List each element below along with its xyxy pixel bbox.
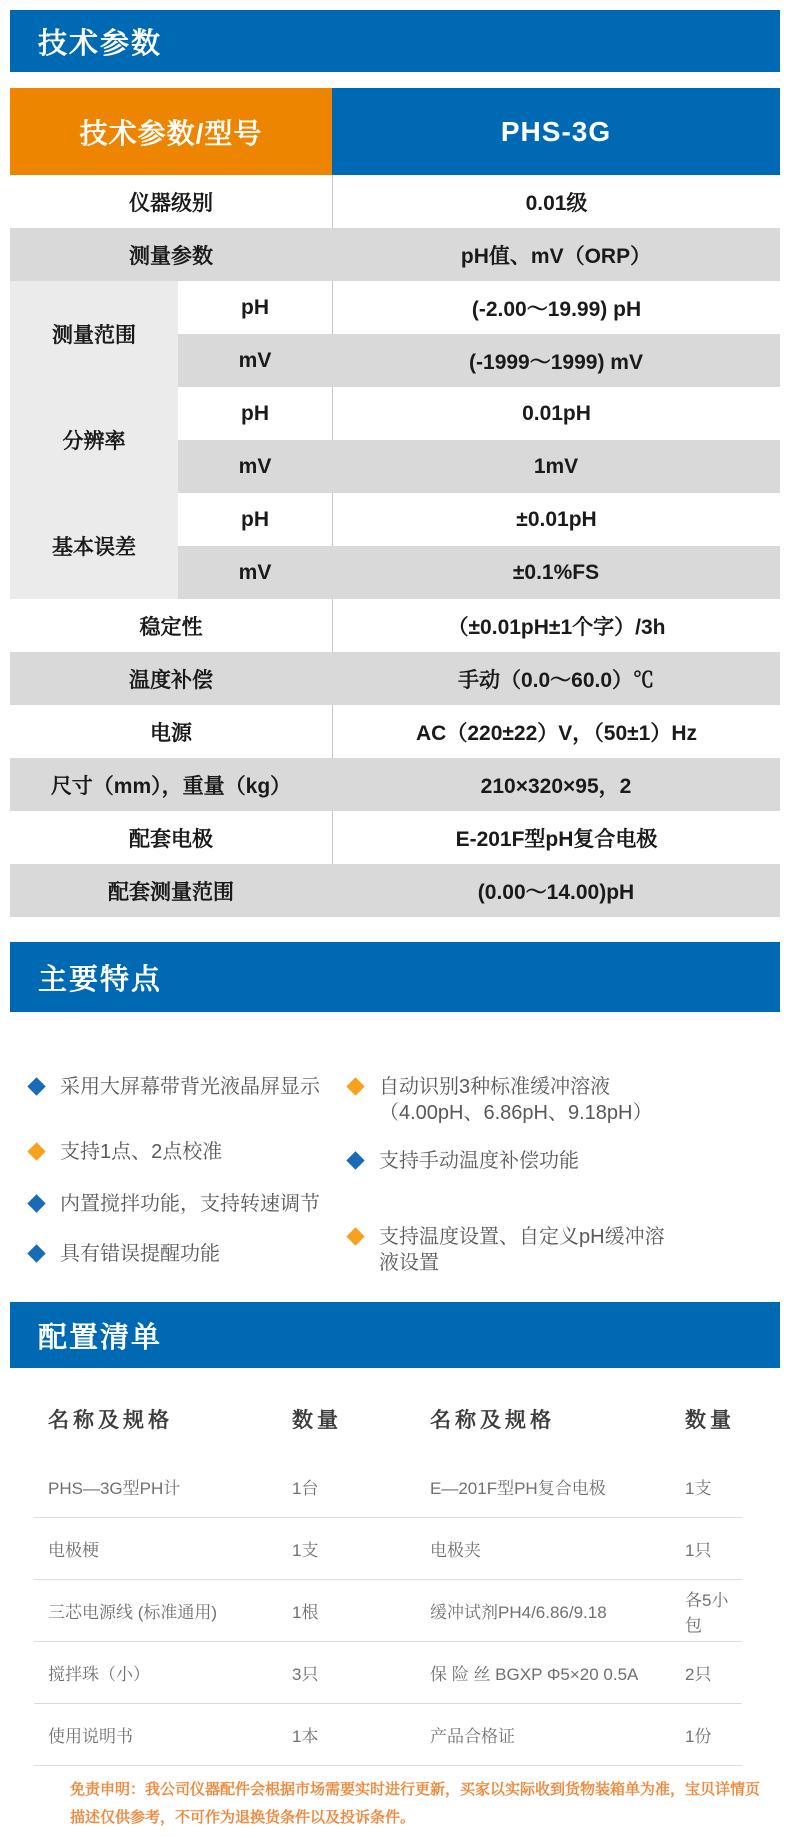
diamond-bullet-icon [27,1194,45,1212]
spec-table [10,88,780,917]
spec-row-electrode-range [10,864,780,917]
spec-row-electrode [10,811,780,864]
config-item-name: PHS—3G型PH计 [48,1479,181,1498]
spec-value: ±0.1%FS [512,560,600,584]
config-item-qty: 1本 [292,1727,319,1746]
config-item-qty: 各5小包 [685,1590,729,1635]
spec-row-instrument-grade [10,175,780,228]
feature-item [28,1139,343,1165]
spec-sub-param: mV [238,454,272,478]
disclaimer-text: 免责申明：我公司仪器配件会根据市场需要实时进行更新，买家以实际收到货物装箱单为准，宝贝详情页描述仅供参考，不可作为退换货条件以及投诉条件。 [70,1781,761,1826]
spec-label: 稳定性 [139,615,203,639]
feature-text: 具有错误提醒功能 [60,1243,220,1265]
spec-subrow-ph [178,281,780,334]
spec-label: 电源 [150,721,192,745]
diamond-bullet-icon [27,1142,45,1160]
config-item-qty: 1支 [292,1541,319,1560]
spec-table-header-row [10,88,780,175]
spec-row-measure-params [10,228,780,281]
config-row [34,1518,742,1580]
features-column-right [347,1074,677,1276]
spec-group-label: 分辨率 [10,387,178,493]
features-column-left [28,1074,343,1267]
config-item-name: 电极梗 [48,1541,99,1560]
diamond-bullet-icon [27,1077,45,1095]
feature-item [28,1074,343,1100]
spec-row-temp-compensation [10,652,780,705]
spec-label: 温度补偿 [129,668,213,692]
spec-group-resolution [10,387,780,493]
feature-item [347,1148,677,1174]
spec-subrow-mv [178,334,780,387]
spec-value: AC（220±22）V，（50±1）Hz [332,705,780,758]
spec-value: E-201F型pH复合电极 [332,811,780,864]
feature-item [28,1191,343,1217]
config-item-name: E—201F型PH复合电极 [430,1479,606,1498]
spec-value: 0.01级 [332,175,780,228]
section-header-tech-params [10,10,780,72]
spec-sub-param: pH [241,507,269,531]
spec-value: (-1999～1999) mV [469,350,643,374]
config-header-qty-left: 数量 [292,1409,342,1432]
feature-text: 支持手动温度补偿功能 [379,1150,579,1172]
spec-label: 仪器级别 [129,191,213,215]
config-table [34,1368,742,1766]
spec-value: pH值、mV（ORP） [460,244,652,268]
feature-text: 采用大屏幕带背光液晶屏显示 [60,1076,320,1098]
config-item-name: 搅拌珠（小） [48,1665,150,1684]
config-row [34,1642,742,1704]
spec-sub-param: pH [241,295,269,319]
config-item-name: 保 险 丝 BGXP Φ5×20 0.5A [430,1665,639,1684]
diamond-bullet-icon [346,1227,364,1245]
config-item-name: 产品合格证 [430,1727,515,1746]
feature-text: 支持1点、2点校准 [60,1141,223,1163]
config-row [34,1704,742,1766]
spec-subrow-mv [178,546,780,599]
config-item-qty: 2只 [685,1665,712,1684]
spec-header-model-name: PHS-3G [332,88,780,175]
feature-text: 支持温度设置、自定义pH缓冲溶液设置 [379,1226,665,1274]
diamond-bullet-icon [346,1151,364,1169]
spec-subrow-ph [178,387,780,440]
spec-header-param-model: 技术参数/型号 [10,88,332,175]
spec-row-stability [10,599,780,652]
feature-item [28,1241,343,1267]
spec-value: (0.00～14.00)pH [477,880,635,904]
spec-subrow-ph [178,493,780,546]
spec-value: ±0.01pH [332,493,780,546]
diamond-bullet-icon [346,1077,364,1095]
section-title-main-features: 主要特点 [38,963,163,996]
spec-group-label: 基本误差 [10,493,178,599]
spec-value: 手动（0.0～60.0）℃ [457,668,655,692]
spec-subrow-mv [178,440,780,493]
feature-item [347,1224,677,1276]
config-row [34,1456,742,1518]
spec-group-label: 测量范围 [10,281,178,387]
spec-sub-param: pH [241,401,269,425]
spec-value: 0.01pH [332,387,780,440]
section-title-tech-params: 技术参数 [38,27,163,60]
config-item-name: 使用说明书 [48,1727,133,1746]
config-item-qty: 1台 [292,1479,319,1498]
config-item-qty: 1根 [292,1603,319,1622]
config-item-qty: 1支 [685,1479,712,1498]
feature-text: 自动识别3种标准缓冲溶液（4.00pH、6.86pH、9.18pH） [379,1076,653,1124]
spec-label: 尺寸（mm），重量（kg） [50,774,292,798]
spec-label: 配套电极 [129,827,213,851]
spec-row-size-weight [10,758,780,811]
config-table-header-row [34,1368,742,1456]
feature-text: 内置搅拌功能，支持转速调节 [60,1193,320,1215]
config-row [34,1580,742,1642]
spec-row-power [10,705,780,758]
config-item-name: 缓冲试剂PH4/6.86/9.18 [430,1603,607,1622]
config-item-qty: 3只 [292,1665,319,1684]
spec-sub-param: mV [238,560,272,584]
section-header-main-features [10,942,780,1012]
spec-group-measure-range [10,281,780,387]
diamond-bullet-icon [27,1244,45,1262]
config-item-qty: 1只 [685,1541,712,1560]
config-header-name-right: 名称及规格 [430,1409,555,1432]
config-item-qty: 1份 [685,1727,712,1746]
spec-label: 测量参数 [129,244,213,268]
config-header-qty-right: 数量 [685,1409,735,1432]
spec-value: 1mV [533,454,579,478]
feature-item [347,1074,677,1126]
features-area [10,1012,780,1302]
config-item-name: 三芯电源线 (标准通用) [48,1603,218,1622]
spec-group-basic-error [10,493,780,599]
spec-value: （±0.01pH±1个字）/3h [332,599,780,652]
spec-sub-param: mV [238,348,272,372]
section-title-config-list: 配置清单 [38,1321,163,1354]
spec-value: 210×320×95，2 [480,774,632,798]
spec-label: 配套测量范围 [108,880,234,904]
spec-value: (-2.00～19.99) pH [332,281,780,334]
section-header-config-list [10,1302,780,1368]
config-header-name-left: 名称及规格 [48,1409,173,1432]
config-item-name: 电极夹 [430,1541,481,1560]
